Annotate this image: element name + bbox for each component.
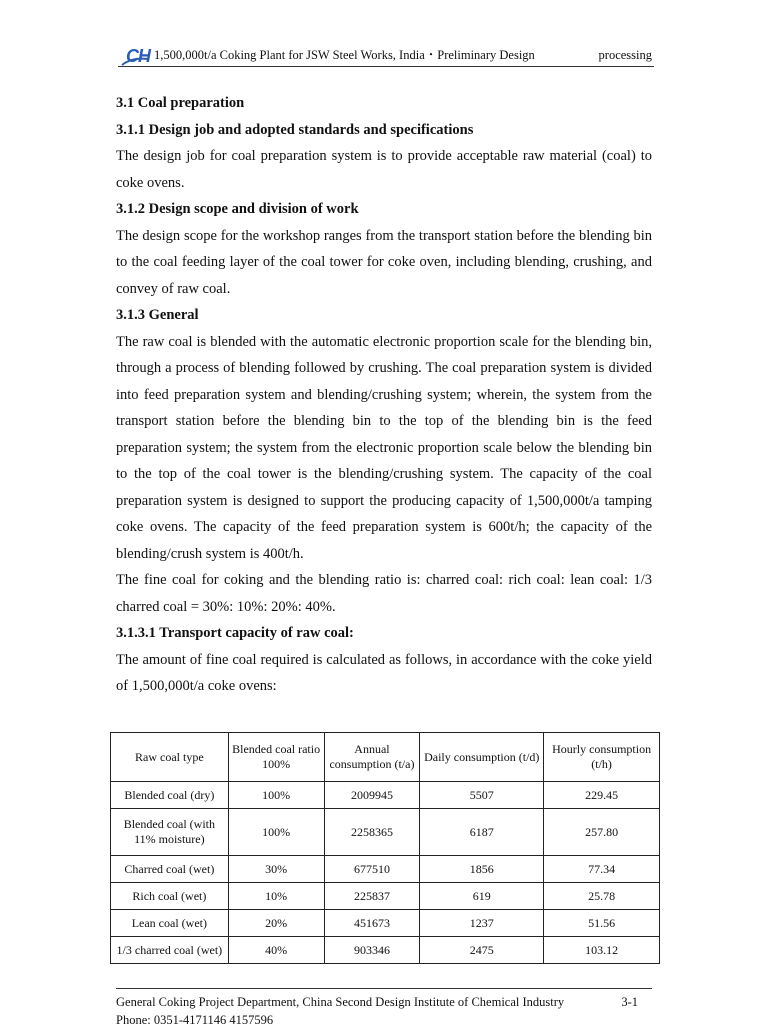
table-cell: 225837	[324, 883, 420, 910]
table-cell: 6187	[420, 809, 544, 856]
document-body	[116, 90, 652, 700]
table-cell: 25.78	[544, 883, 660, 910]
paragraph-3-1-2: The design scope for the workshop ranges from the transport station before the blending bin to the coal feeding layer of the coal tower for coke oven, including blending, crushing, and convey of raw coal.	[116, 227, 652, 297]
table-cell: Lean coal (wet)	[111, 910, 229, 937]
table-cell: 100%	[228, 782, 324, 809]
header-title: 1,500,000t/a Coking Plant for JSW Steel Works, India・Preliminary Design	[154, 48, 535, 62]
column-header: Blended coal ratio 100%	[228, 733, 324, 782]
company-logo	[126, 47, 150, 65]
table-cell: 2258365	[324, 809, 420, 856]
column-header: Hourly consumption (t/h)	[544, 733, 660, 782]
paragraph-3-1-3-a: The raw coal is blended with the automatic electronic proportion scale for the blending bin, through a process of blending followed by crushing. The coal preparation system is divided into feed preparation system and blending/crushing system; wherein, the system from the transport station before the blending bin to the top of the blending bin is the feed preparation system; the system from the electronic proportion scale below the blending bin to the top of the coal tower is the blending/crushing system. The capacity of the coal preparation system is designed to support the producing capacity of 1,500,000t/a tamping coke ovens. The capacity of the feed preparation system is 600t/h; the capacity of the blending/crush system is 400t/h.	[116, 333, 652, 562]
table-cell: 30%	[228, 856, 324, 883]
heading-3-1-1: 3.1.1 Design job and adopted standards and specifications	[116, 121, 474, 138]
table-cell: 5507	[420, 782, 544, 809]
column-header: Daily consumption (t/d)	[420, 733, 544, 782]
table-cell: Rich coal (wet)	[111, 883, 229, 910]
paragraph-3-1-3-b: The fine coal for coking and the blending ratio is: charred coal: rich coal: lean coal: 1/3 charred coal = 30%: 10%: 20%: 40%.	[116, 572, 652, 615]
table-cell: 1237	[420, 910, 544, 937]
table-cell: 677510	[324, 856, 420, 883]
header-right-text: processing	[598, 48, 652, 62]
heading-3-1-2: 3.1.2 Design scope and division of work	[116, 201, 359, 217]
table-row	[111, 809, 660, 856]
logo-text: CH	[126, 46, 150, 66]
table-header-row	[111, 733, 660, 782]
heading-3-1-3: 3.1.3 General	[116, 307, 199, 323]
coal-consumption-table	[110, 732, 660, 964]
table-cell: 451673	[324, 910, 420, 937]
table-row	[111, 782, 660, 809]
table-cell: 103.12	[544, 937, 660, 964]
footer-phone: Phone: 0351-4171146 4157596	[116, 1013, 274, 1027]
table-cell: 100%	[228, 809, 324, 856]
heading-3-1: 3.1 Coal preparation	[116, 95, 245, 111]
heading-3-1-3-1: 3.1.3.1 Transport capacity of raw coal:	[116, 625, 354, 641]
table-cell: 51.56	[544, 910, 660, 937]
table-cell: 20%	[228, 910, 324, 937]
table-cell: Charred coal (wet)	[111, 856, 229, 883]
table-row	[111, 910, 660, 937]
table-cell: 229.45	[544, 782, 660, 809]
page-footer	[116, 988, 652, 1029]
table-row	[111, 883, 660, 910]
table-cell: 1856	[420, 856, 544, 883]
table-cell: Blended coal (dry)	[111, 782, 229, 809]
page-number: 3-1	[621, 995, 638, 1009]
table-cell: 10%	[228, 883, 324, 910]
table-row	[111, 937, 660, 964]
table-cell: 1/3 charred coal (wet)	[111, 937, 229, 964]
column-header: Annual consumption (t/a)	[324, 733, 420, 782]
column-header: Raw coal type	[111, 733, 229, 782]
footer-organization: General Coking Project Department, China Second Design Institute of Chemical Industry	[116, 995, 565, 1009]
table-cell: 2009945	[324, 782, 420, 809]
table-cell: Blended coal (with 11% moisture)	[111, 809, 229, 856]
table-cell: 40%	[228, 937, 324, 964]
table-row	[111, 856, 660, 883]
page-header	[118, 44, 654, 67]
table-cell: 903346	[324, 937, 420, 964]
table-cell: 257.80	[544, 809, 660, 856]
table-cell: 619	[420, 883, 544, 910]
table-cell: 2475	[420, 937, 544, 964]
paragraph-3-1-3-1: The amount of fine coal required is calculated as follows, in accordance with the coke yield of 1,500,000t/a coke ovens:	[116, 651, 652, 694]
table-cell: 77.34	[544, 856, 660, 883]
paragraph-3-1-1: The design job for coal preparation system is to provide acceptable raw material (coal) to coke ovens.	[116, 148, 652, 191]
